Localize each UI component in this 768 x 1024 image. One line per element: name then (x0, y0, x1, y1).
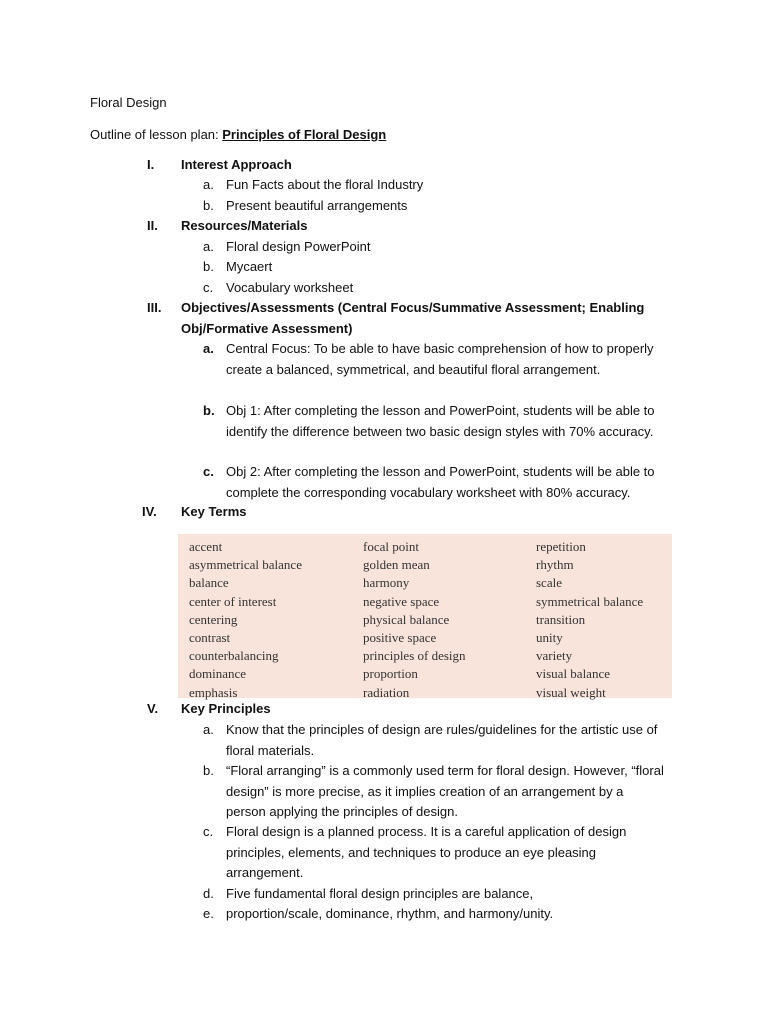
term: symmetrical balance (536, 593, 644, 609)
term: variety (536, 648, 573, 664)
term: centering (189, 611, 238, 627)
term: counterbalancing (189, 648, 279, 664)
item-text: Obj 2: After completing the lesson and PowerPoint, students will be able to complete the corresponding vocabulary worksheet with 80% accuracy. (226, 464, 655, 500)
section-numeral: III. (147, 300, 162, 315)
item-text: Know that the principles of design are rules/guidelines for the artistic use of floral materials. (226, 722, 658, 758)
item-marker: a. (203, 722, 214, 737)
term: emphasis (189, 684, 238, 700)
item-text: Present beautiful arrangements (226, 198, 408, 213)
section-title-line-2: Obj/Formative Assessment) (181, 321, 353, 336)
document-title: Floral Design (90, 95, 167, 110)
term: repetition (536, 539, 586, 554)
term: radiation (363, 684, 410, 700)
term: rhythm (536, 557, 574, 573)
item-marker: e. (203, 906, 214, 921)
term: visual weight (536, 684, 606, 700)
item-marker: a. (203, 239, 214, 254)
item-text: Five fundamental floral design principles are balance, (226, 886, 534, 901)
term: visual balance (536, 666, 610, 682)
term: harmony (363, 575, 410, 591)
section-numeral: II. (147, 218, 158, 233)
item-marker: c. (203, 824, 214, 839)
key-terms-table (178, 534, 672, 698)
item-marker: b. (203, 259, 214, 274)
item-marker: c. (203, 464, 214, 479)
outline-topic: Principles of Floral Design (222, 127, 387, 142)
item-text: proportion/scale, dominance, rhythm, and harmony/unity. (226, 906, 554, 921)
term: unity (536, 629, 563, 645)
section-title: Interest Approach (181, 157, 292, 172)
terms-column-2 (363, 538, 466, 702)
term: negative space (363, 593, 440, 609)
term: contrast (189, 629, 231, 645)
item-text: Central Focus: To be able to have basic comprehension of how to properly create a balanced, symmetrical, and beautiful floral arrangement. (226, 341, 654, 377)
section-numeral: V. (147, 701, 159, 716)
item-marker: a. (203, 341, 214, 356)
section-title-line-1: Objectives/Assessments (Central Focus/Summative Assessment; Enabling (181, 300, 645, 315)
term: proportion (363, 666, 418, 682)
section-numeral: I. (147, 157, 155, 172)
term: transition (536, 611, 586, 627)
section-title: Resources/Materials (181, 218, 308, 233)
item-text: Floral design PowerPoint (226, 239, 371, 254)
terms-column-3 (536, 538, 643, 702)
item-text: Mycaert (226, 259, 273, 274)
term: balance (189, 575, 229, 591)
terms-column-1 (189, 538, 302, 702)
item-marker: c. (203, 280, 214, 295)
term: asymmetrical balance (189, 557, 302, 573)
item-marker: b. (203, 763, 214, 778)
item-text: Fun Facts about the floral Industry (226, 177, 424, 192)
section-title: Key Terms (181, 504, 247, 519)
term: dominance (189, 666, 247, 682)
term: accent (189, 539, 223, 554)
term: golden mean (363, 557, 430, 573)
item-marker: b. (203, 198, 214, 213)
item-marker: d. (203, 886, 214, 901)
item-marker: b. (203, 403, 215, 418)
term: positive space (363, 629, 437, 645)
outline-line (90, 126, 386, 144)
section-numeral: IV. (142, 504, 157, 519)
item-marker: a. (203, 177, 214, 192)
item-text: Floral design is a planned process. It is a careful application of design principles, elements, and techniques to produce an eye pleasing arrangement. (226, 824, 627, 880)
term: physical balance (363, 611, 450, 627)
item-text: Obj 1: After completing the lesson and PowerPoint, students will be able to identify the difference between two basic design styles with 70% accuracy. (226, 403, 655, 439)
term: scale (536, 575, 562, 591)
term: principles of design (363, 648, 466, 664)
item-text: Vocabulary worksheet (226, 280, 354, 295)
item-text: “Floral arranging” is a commonly used term for floral design. However, “floral design” is more precise, as it implies creation of an arrangement by a person applying the principles of design. (226, 763, 664, 819)
term: focal point (363, 539, 419, 554)
section-title: Key Principles (181, 701, 271, 716)
term: center of interest (189, 593, 277, 609)
outline-prefix: Outline of lesson plan: (90, 127, 223, 142)
